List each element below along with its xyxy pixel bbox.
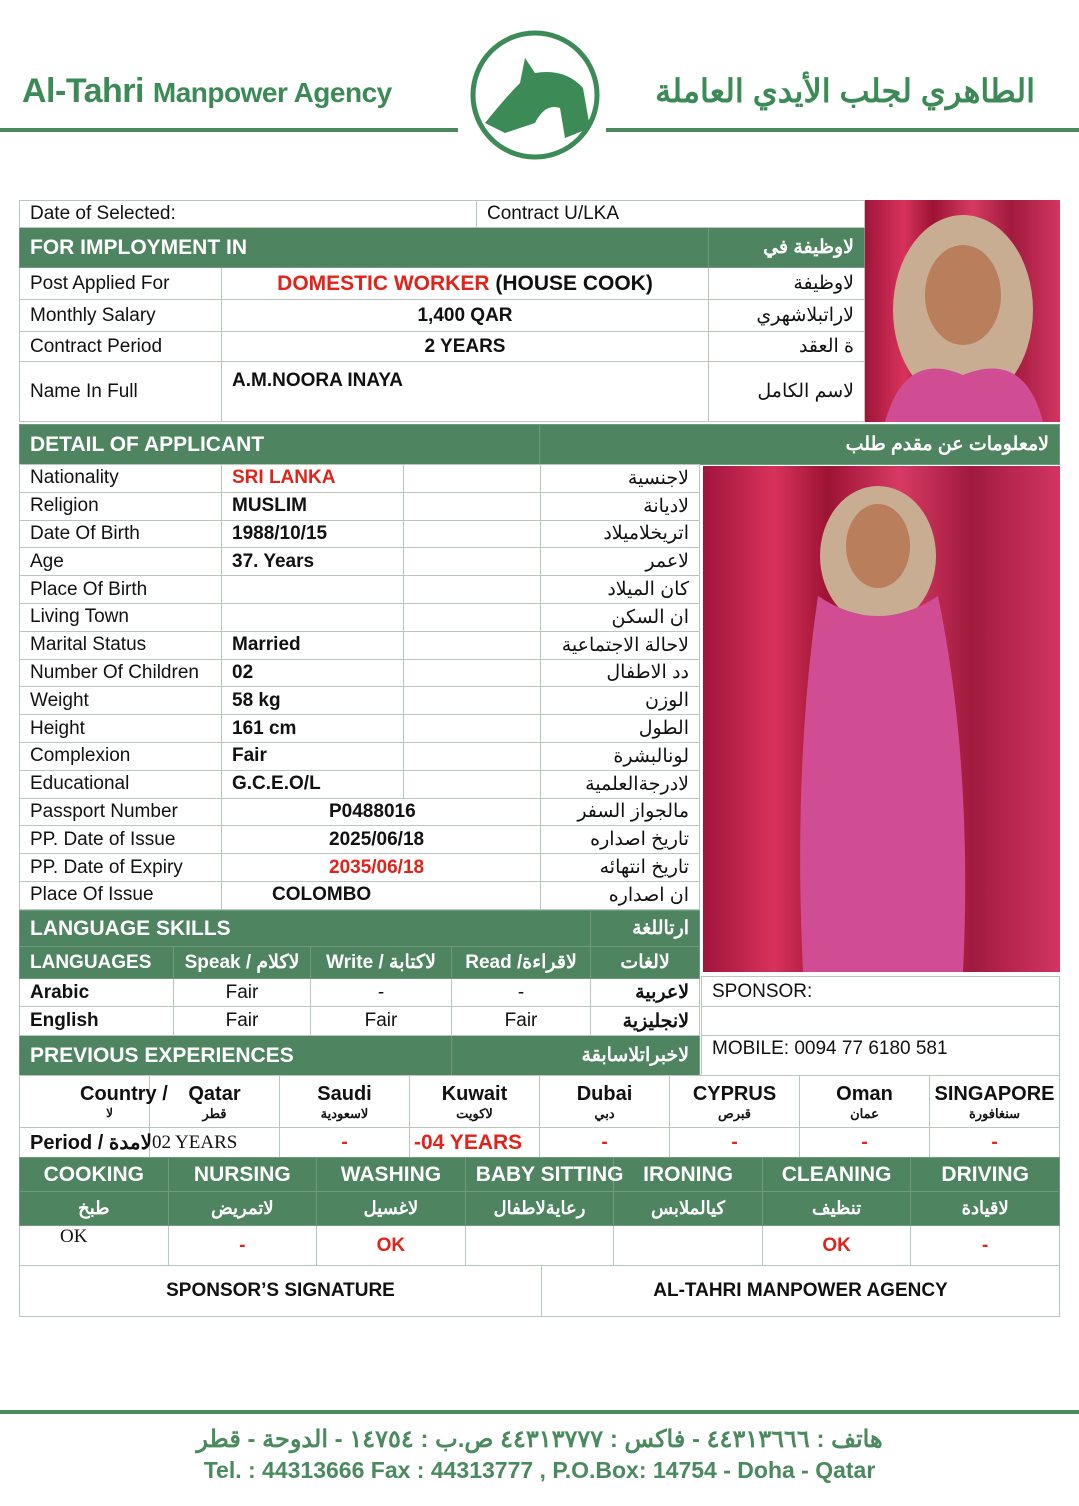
field-label: Monthly Salary <box>20 300 222 332</box>
country-singapore <box>930 1076 1060 1128</box>
field-value: MUSLIM <box>222 492 404 520</box>
country-label: Country / <box>80 1083 168 1106</box>
empty-cell <box>404 520 541 548</box>
footer-divider <box>0 1410 1079 1414</box>
contract-period-value: 2 YEARS <box>222 332 709 362</box>
field-value: G.C.E.O/L <box>222 770 404 798</box>
field-label: PP. Date of Expiry <box>20 854 222 882</box>
experience-table <box>19 1075 1060 1158</box>
skill-value: OK <box>762 1226 911 1266</box>
section-title: PREVIOUS EXPERIENCES <box>20 1036 452 1076</box>
skills-table <box>19 1157 1060 1266</box>
applicant-row <box>20 826 700 854</box>
language-name-ar: لاعربية <box>591 979 700 1007</box>
field-label-ar: ان اصداره <box>541 881 700 909</box>
header-divider <box>606 128 1079 132</box>
applicant-row <box>20 798 700 826</box>
field-label: Religion <box>20 492 222 520</box>
period-value: - <box>280 1128 410 1158</box>
applicant-row <box>20 659 700 687</box>
field-label-ar: لاسم الكامل <box>709 362 865 422</box>
skill-value: - <box>911 1226 1060 1266</box>
write-level: - <box>311 979 452 1007</box>
country-name: Kuwait <box>441 1082 508 1105</box>
applicant-table <box>19 464 700 910</box>
period-value: - <box>540 1128 670 1158</box>
field-label-ar: لاجنسية <box>541 465 700 493</box>
read-level: - <box>452 979 591 1007</box>
field-label: Height <box>20 715 222 743</box>
empty-cell <box>404 742 541 770</box>
field-value: Fair <box>222 742 404 770</box>
employment-table <box>19 200 865 422</box>
field-value <box>222 603 404 631</box>
country-name-ar: لاكويت <box>456 1105 493 1121</box>
section-title-ar: لاخبراتلاسابقة <box>452 1036 700 1076</box>
field-label-ar: مالجواز السفر <box>541 798 700 826</box>
col-header: Write / لاكتابة <box>311 947 452 979</box>
field-label-ar: لادرجةالعلمية <box>541 770 700 798</box>
field-value: 2025/06/18 <box>222 826 541 854</box>
field-value: 58 kg <box>222 687 404 715</box>
country-cyprus <box>670 1076 800 1128</box>
empty-cell <box>404 770 541 798</box>
skill-name: COOKING <box>20 1158 169 1192</box>
applicant-row <box>20 548 700 576</box>
language-name: Arabic <box>20 979 174 1007</box>
applicant-row <box>20 687 700 715</box>
sponsor-signature: SPONSOR’S SIGNATURE <box>20 1266 542 1317</box>
date-selected-label: Date of Selected: <box>20 201 477 228</box>
footer-contact-ar: هاتف : ٤٤٣١٣٦٦٦ - فاكس : ٤٤٣١٣٧٧٧ ص.ب : ١٤٧٥٤ - الدوحة - قطر <box>196 1426 883 1453</box>
period-label: Period / لامدة <box>20 1128 150 1158</box>
col-header: Read /لاقراءة <box>452 947 591 979</box>
country-name: Oman <box>836 1082 893 1105</box>
applicant-row <box>20 631 700 659</box>
field-label: Complexion <box>20 742 222 770</box>
empty-cell <box>404 631 541 659</box>
empty-cell <box>404 492 541 520</box>
skill-name: IRONING <box>614 1158 763 1192</box>
language-row <box>20 1007 700 1036</box>
field-value: 161 cm <box>222 715 404 743</box>
skill-name-ar: لاغسيل <box>317 1192 466 1226</box>
skill-value: - <box>168 1226 317 1266</box>
skill-name-ar: طبخ <box>20 1192 169 1226</box>
field-label: Date Of Birth <box>20 520 222 548</box>
language-row <box>20 979 700 1007</box>
skill-name: CLEANING <box>762 1158 911 1192</box>
field-value <box>222 576 404 604</box>
field-label-ar: لاحالة الاجتماعية <box>541 631 700 659</box>
skill-value: OK <box>20 1226 169 1266</box>
country-name: Dubai <box>576 1082 633 1105</box>
skill-name: NURSING <box>168 1158 317 1192</box>
brand-logo-text: Al-Tahri Manpower Agency <box>22 72 392 110</box>
field-label: Age <box>20 548 222 576</box>
country-name: Saudi <box>317 1082 372 1105</box>
speak-level: Fair <box>174 1007 311 1036</box>
field-label-ar: لونالبشرة <box>541 742 700 770</box>
read-level: Fair <box>452 1007 591 1036</box>
applicant-row <box>20 770 700 798</box>
field-label: Educational <box>20 770 222 798</box>
field-label-ar: تاريخ اصداره <box>541 826 700 854</box>
field-value: 1988/10/15 <box>222 520 404 548</box>
sponsor-mobile: MOBILE: 0094 77 6180 581 <box>702 1036 1060 1076</box>
col-header: لالغات <box>591 947 700 979</box>
empty-cell <box>404 715 541 743</box>
empty-cell <box>404 576 541 604</box>
country-name-ar: قبرص <box>717 1105 752 1121</box>
period-value: - <box>670 1128 800 1158</box>
section-title: FOR IMPLOYMENT IN <box>20 228 709 268</box>
field-label: Marital Status <box>20 631 222 659</box>
field-label: Number Of Children <box>20 659 222 687</box>
language-name-ar: لانجليزية <box>591 1007 700 1036</box>
field-label-ar: تاريخ انتهائه <box>541 854 700 882</box>
field-label-ar: دد الاطفال <box>541 659 700 687</box>
empty-cell <box>404 548 541 576</box>
field-label-ar: لاراتبلاشهري <box>709 300 865 332</box>
field-label: Living Town <box>20 603 222 631</box>
empty-cell <box>404 603 541 631</box>
brand-arabic-title: الطاهري لجلب الأيدي العاملة <box>655 73 1035 109</box>
section-title: DETAIL OF APPLICANT <box>20 425 540 465</box>
field-value: 02 <box>222 659 404 687</box>
field-label: Weight <box>20 687 222 715</box>
post-detail: (HOUSE COOK) <box>495 271 653 295</box>
section-title: LANGUAGE SKILLS <box>20 911 591 947</box>
country-name-ar: عمان <box>850 1105 879 1121</box>
col-header: Speak / لاكلام <box>174 947 311 979</box>
salary-value: 1,400 QAR <box>222 300 709 332</box>
speak-level: Fair <box>174 979 311 1007</box>
applicant-row <box>20 520 700 548</box>
field-label: Contract Period <box>20 332 222 362</box>
field-label: Name In Full <box>20 362 222 422</box>
full-name-value: A.M.NOORA INAYA <box>222 362 709 422</box>
col-header: LANGUAGES <box>20 947 174 979</box>
applicant-portrait-photo <box>865 200 1060 422</box>
sponsor-value <box>702 1007 1060 1036</box>
applicant-full-photo <box>703 466 1060 972</box>
skill-value <box>614 1226 763 1266</box>
applicant-row <box>20 854 700 882</box>
field-value: Married <box>222 631 404 659</box>
skill-name-ar: تنظيف <box>762 1192 911 1226</box>
field-label-ar: لاعمر <box>541 548 700 576</box>
period-value: -04 YEARS <box>410 1128 540 1158</box>
country-name: SINGAPORE <box>934 1082 1055 1105</box>
write-level: Fair <box>311 1007 452 1036</box>
country-name-ar: لاسعودية <box>320 1105 369 1121</box>
field-value: SRI LANKA <box>222 465 404 493</box>
applicant-row <box>20 576 700 604</box>
field-label: Place Of Issue <box>20 881 222 909</box>
field-label: Post Applied For <box>20 268 222 300</box>
country-name: Qatar <box>188 1082 241 1105</box>
skill-name-ar: رعايةلاطفال <box>465 1192 614 1226</box>
field-label: PP. Date of Issue <box>20 826 222 854</box>
applicant-row <box>20 492 700 520</box>
period-value: - <box>800 1128 930 1158</box>
skill-name: DRIVING <box>911 1158 1060 1192</box>
section-title-ar: لاوظيفة في <box>709 228 865 268</box>
section-title-ar: لامعلومات عن مقدم طلب <box>540 425 1060 465</box>
skill-name: WASHING <box>317 1158 466 1192</box>
country-qatar <box>150 1076 280 1128</box>
post-value: DOMESTIC WORKER <box>277 271 490 295</box>
field-label: Place Of Birth <box>20 576 222 604</box>
field-label: Nationality <box>20 465 222 493</box>
field-label-ar: الوزن <box>541 687 700 715</box>
field-label: Passport Number <box>20 798 222 826</box>
field-label-ar: لاوظيفة <box>709 268 865 300</box>
horse-logo-icon <box>465 28 605 162</box>
signature-table <box>19 1265 1060 1317</box>
field-label-ar: ان السكن <box>541 603 700 631</box>
section-title-ar: ارتاللغة <box>591 911 700 947</box>
field-label-ar: اتريخلاميلاد <box>541 520 700 548</box>
field-value: 2035/06/18 <box>222 854 541 882</box>
applicant-row <box>20 881 700 909</box>
agency-signature: AL-TAHRI MANPOWER AGENCY <box>542 1266 1060 1317</box>
period-value: 02 YEARS <box>150 1128 280 1158</box>
period-value: - <box>930 1128 1060 1158</box>
language-name: English <box>20 1007 174 1036</box>
field-label-ar: لاديانة <box>541 492 700 520</box>
country-kuwait <box>410 1076 540 1128</box>
empty-cell <box>404 465 541 493</box>
country-saudi <box>280 1076 410 1128</box>
field-value: COLOMBO <box>222 881 541 909</box>
country-oman <box>800 1076 930 1128</box>
empty-cell <box>404 687 541 715</box>
field-label-ar: الطول <box>541 715 700 743</box>
applicant-row <box>20 715 700 743</box>
field-label-ar: ة العقد <box>709 332 865 362</box>
skill-name-ar: لاقيادة <box>911 1192 1060 1226</box>
field-label-ar: كان الميلاد <box>541 576 700 604</box>
language-table <box>19 910 700 1076</box>
skill-name: BABY SITTING <box>465 1158 614 1192</box>
country-name: CYPRUS <box>692 1082 777 1105</box>
country-name-ar: دبي <box>594 1105 615 1121</box>
empty-cell <box>404 659 541 687</box>
skill-name-ar: لاتمريض <box>168 1192 317 1226</box>
applicant-row <box>20 603 700 631</box>
skill-value <box>465 1226 614 1266</box>
applicant-row <box>20 742 700 770</box>
skill-value: OK <box>317 1226 466 1266</box>
contract-label: Contract U/LKA <box>477 201 865 228</box>
field-value: P0488016 <box>222 798 541 826</box>
sponsor-label: SPONSOR: <box>702 977 1060 1007</box>
country-name-ar: سنغافورة <box>968 1105 1021 1121</box>
sponsor-table <box>701 976 1060 1076</box>
applicant-header <box>19 424 1060 465</box>
applicant-row <box>20 465 700 493</box>
header-divider <box>0 128 458 132</box>
country-name-ar: قطر <box>202 1105 227 1121</box>
footer-contact: Tel. : 44313666 Fax : 44313777 , P.O.Box: 14754 - Doha - Qatar <box>203 1457 876 1483</box>
field-value: 37. Years <box>222 548 404 576</box>
country-label-ar: لا <box>106 1106 113 1121</box>
country-dubai <box>540 1076 670 1128</box>
skill-name-ar: كيالملابس <box>614 1192 763 1226</box>
